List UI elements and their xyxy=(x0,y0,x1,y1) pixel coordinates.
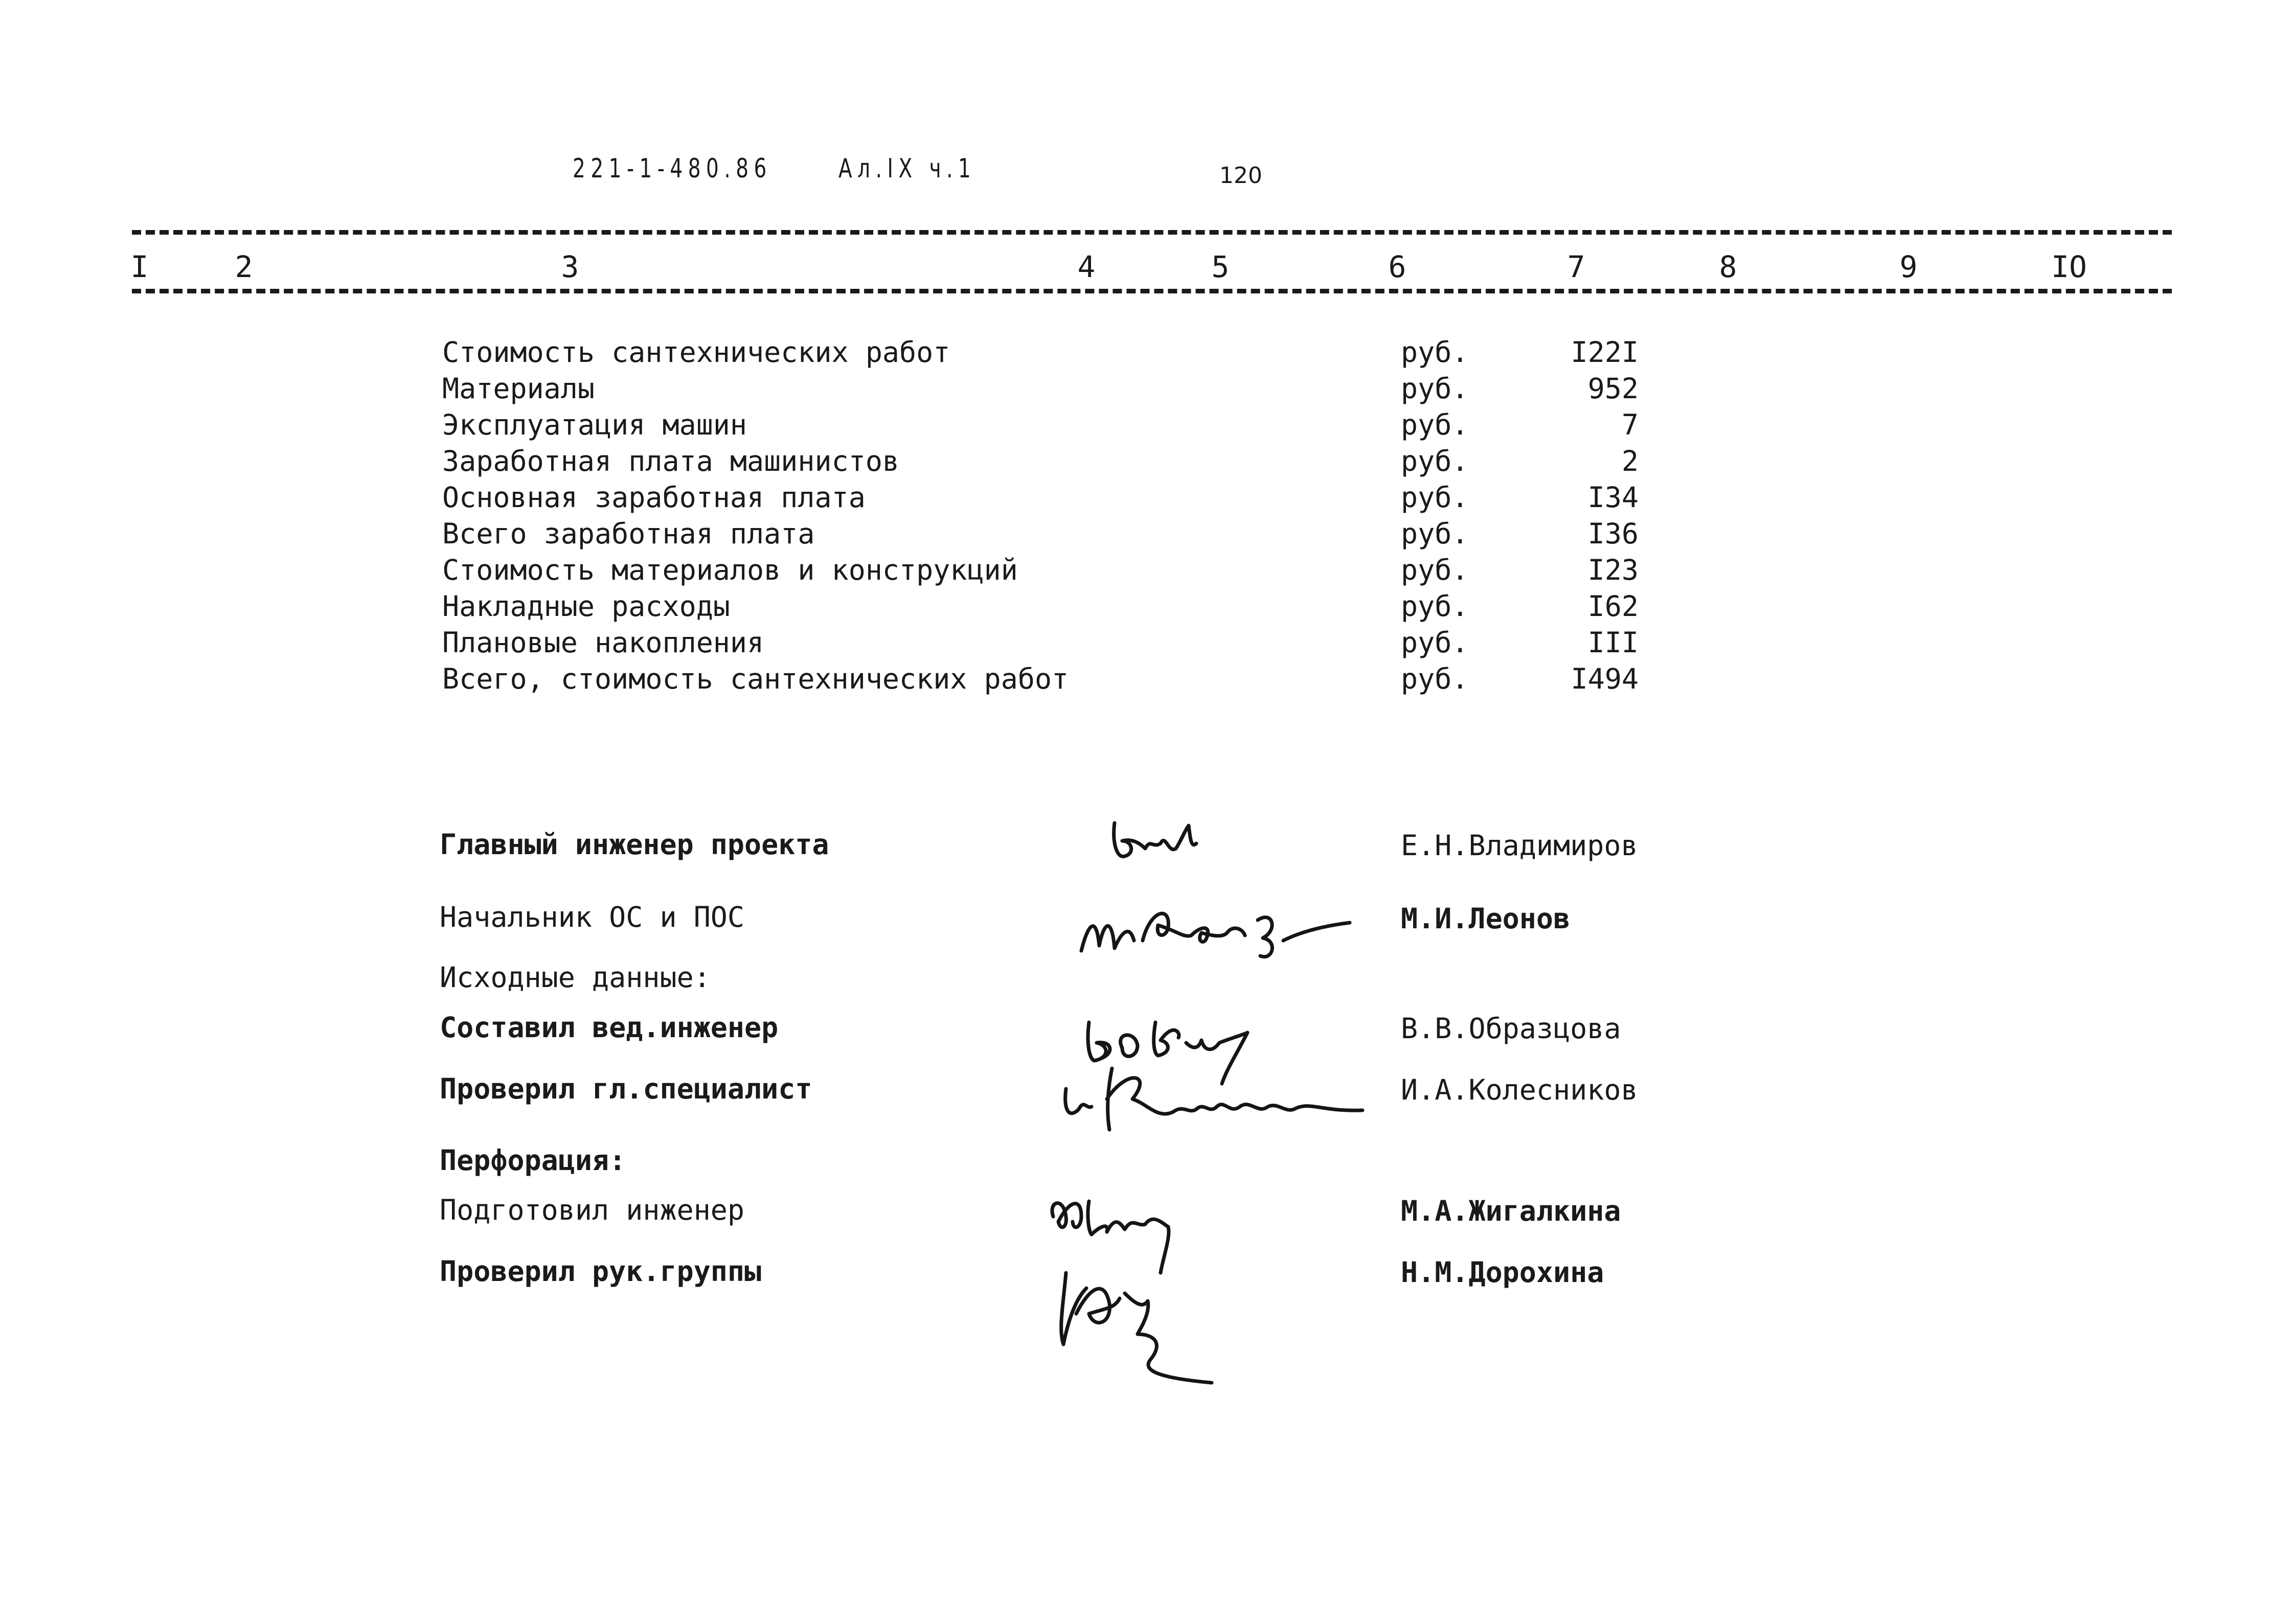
row-unit: руб. xyxy=(1401,590,1469,623)
row-label: Заработная плата машинистов xyxy=(442,445,900,477)
table-row xyxy=(0,662,2294,699)
handwritten-signature xyxy=(1104,813,1207,874)
signatory-name: Е.Н.Владимиров xyxy=(1401,829,1638,862)
row-label: Всего заработная плата xyxy=(442,517,815,550)
signatory-name: Н.М.Дорохина xyxy=(1401,1256,1604,1289)
row-label: Эксплуатация машин xyxy=(442,408,747,441)
row-unit: руб. xyxy=(1401,626,1469,659)
row-unit: руб. xyxy=(1401,517,1469,550)
handwritten-signature xyxy=(1053,1257,1217,1396)
signatory-role: Проверил рук.группы xyxy=(440,1255,762,1288)
row-value: I494 xyxy=(1571,662,1639,695)
row-value: III xyxy=(1587,626,1639,659)
row-label: Плановые накопления xyxy=(442,626,764,659)
table-row xyxy=(0,626,2294,662)
table-row xyxy=(0,336,2294,372)
table-row xyxy=(0,481,2294,517)
row-label: Стоимость сантехнических работ xyxy=(442,336,950,369)
signatory-role: Подготовил инженер xyxy=(440,1194,745,1226)
column-number: 6 xyxy=(1388,249,1406,284)
row-value: 2 xyxy=(1621,445,1639,477)
signatory-role: Главный инженер проекта xyxy=(440,828,829,861)
row-label: Всего, стоимость сантехнических работ xyxy=(442,662,1069,695)
column-number: 2 xyxy=(235,249,253,284)
row-unit: руб. xyxy=(1401,662,1469,695)
header-rule-bottom xyxy=(132,289,2172,293)
section-heading: Исходные данные: xyxy=(440,961,711,994)
row-unit: руб. xyxy=(1401,445,1469,477)
row-value: I23 xyxy=(1587,554,1639,586)
signatory-name: И.А.Колесников xyxy=(1401,1073,1638,1106)
column-number: 8 xyxy=(1719,249,1737,284)
row-value: 952 xyxy=(1587,372,1639,405)
header-rule-top xyxy=(132,230,2172,235)
row-label: Материалы xyxy=(442,372,595,405)
page-number: 120 xyxy=(1219,163,1262,189)
signatory-role: Проверил гл.специалист xyxy=(440,1072,812,1105)
signatory-name: М.А.Жигалкина xyxy=(1401,1195,1621,1227)
table-row xyxy=(0,445,2294,481)
column-number: I xyxy=(130,249,149,284)
column-number: 9 xyxy=(1899,249,1918,284)
signatory-role: Составил вед.инженер xyxy=(440,1011,779,1044)
row-unit: руб. xyxy=(1401,372,1469,405)
table-row xyxy=(0,517,2294,554)
column-number: IO xyxy=(2051,249,2087,284)
table-row xyxy=(0,554,2294,590)
column-number: 7 xyxy=(1567,249,1585,284)
row-unit: руб. xyxy=(1401,554,1469,586)
row-unit: руб. xyxy=(1401,481,1469,514)
handwritten-signature xyxy=(1056,1058,1373,1135)
signatory-name: В.В.Образцова xyxy=(1401,1012,1621,1045)
section-heading: Перфорация: xyxy=(440,1144,626,1177)
album-reference: Ал.IX ч.1 xyxy=(838,153,976,184)
row-value: 7 xyxy=(1621,408,1639,441)
table-row xyxy=(0,408,2294,445)
signatory-role: Начальник ОС и ПОС xyxy=(440,901,745,933)
row-value: I34 xyxy=(1587,481,1639,514)
row-unit: руб. xyxy=(1401,408,1469,441)
column-number: 5 xyxy=(1211,249,1230,284)
row-value: I22I xyxy=(1571,336,1639,369)
row-unit: руб. xyxy=(1401,336,1469,369)
row-value: I36 xyxy=(1587,517,1639,550)
document-code: 221-1-480.86 xyxy=(573,153,772,184)
table-row xyxy=(0,590,2294,626)
row-label: Основная заработная плата xyxy=(442,481,866,514)
row-label: Накладные расходы xyxy=(442,590,730,623)
handwritten-signature xyxy=(1074,889,1360,966)
table-row xyxy=(0,372,2294,408)
row-value: I62 xyxy=(1587,590,1639,623)
column-number: 4 xyxy=(1077,249,1096,284)
column-number: 3 xyxy=(561,249,579,284)
signatory-name: М.И.Леонов xyxy=(1401,902,1571,935)
row-label: Стоимость материалов и конструкций xyxy=(442,554,1018,586)
